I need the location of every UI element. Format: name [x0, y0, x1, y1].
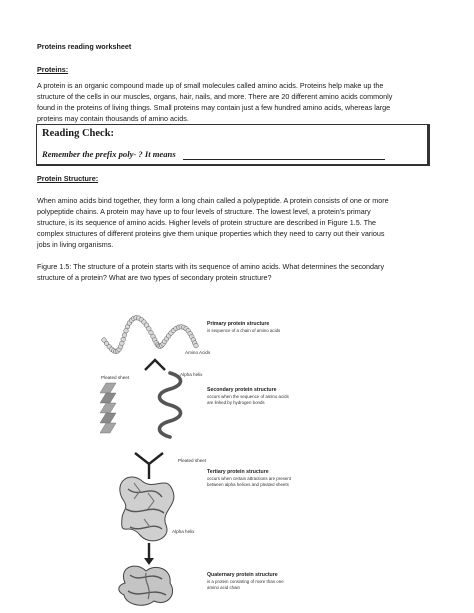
tertiary-structure-drawing [120, 477, 174, 541]
proteins-line-1: A protein is an organic compound made up of small molecules called amino acids. Proteins help make up the [37, 81, 384, 90]
amino-acids-label: Amino Acids [185, 350, 211, 355]
proteins-line-3: found in the proteins of living things. Small proteins may contain just a few hundred amino acids, whereas large [37, 103, 391, 112]
amino-acid-bead [121, 337, 126, 342]
primary-structure-desc: is sequence of a chain of amino acids [207, 328, 281, 333]
proteins-line-4: proteins may contain thousands of amino acids. [37, 114, 189, 123]
structure-line-3: structure, is its sequence of amino acids. Higher levels of protein structure are described in Figure 1.5. The [37, 218, 377, 227]
secondary-structure-caption [207, 387, 290, 405]
reading-check-answer-blank[interactable] [183, 159, 385, 160]
proteins-heading: Proteins: [37, 65, 69, 74]
primary-structure-title: Primary protein structure [207, 321, 270, 327]
tertiary-structure-desc-2: between alpha helices and pleated sheets [207, 482, 289, 487]
worksheet-title: Proteins reading worksheet [37, 42, 132, 51]
y-merge-arrow [135, 453, 163, 479]
structure-line-5: jobs in living organisms. [37, 240, 114, 249]
protein-structure-heading: Protein Structure: [37, 174, 99, 183]
pleated-sheet-label-2: Pleated sheet [178, 458, 207, 463]
reading-check-prompt: Remember the prefix poly- ? It means [42, 149, 176, 159]
secondary-structure-desc-2: are linked by hydrogen bonds [207, 400, 265, 405]
primary-structure-chain [102, 315, 199, 353]
alpha-helix-label-2: Alpha helix [172, 529, 195, 534]
structure-line-1: When amino acids bind together, they form a long chain called a polypeptide. A protein consists of one or more [37, 196, 389, 205]
quaternary-structure-desc-1: is a protein consisting of more than one [207, 579, 284, 584]
reading-check-box [36, 124, 430, 166]
structure-line-2: polypeptide chains. A protein may have up to four levels of structure. The lowest level, a protein’s primary [37, 207, 371, 216]
tertiary-structure-desc-1: occurs when certain attractions are present [207, 476, 291, 481]
secondary-structure-desc-1: occurs when the sequence of amino acids [207, 394, 289, 399]
tertiary-structure-title: Tertiary protein structure [207, 469, 269, 475]
reading-check-title: Reading Check: [42, 128, 115, 139]
tertiary-structure-caption [207, 469, 292, 487]
secondary-structure-title: Secondary protein structure [207, 387, 277, 393]
quaternary-structure-drawing [119, 566, 173, 605]
amino-acid-bead [122, 333, 127, 338]
pleated-sheet-drawing [100, 383, 116, 433]
alpha-helix-drawing [160, 373, 181, 437]
quaternary-structure-caption [207, 572, 284, 590]
proteins-line-2: structure of the cells in our muscles, organs, hair, nails, and more. There are 20 different amino acids commonly [37, 92, 393, 101]
chevron-up-arrow [145, 360, 165, 370]
amino-acid-bead [194, 343, 199, 348]
quaternary-structure-title: Quaternary protein structure [207, 572, 278, 578]
alpha-helix-label: Alpha helix [180, 372, 203, 377]
structure-line-4: complex structures of different proteins give them unique properties which they need to carry out their various [37, 229, 385, 238]
pleated-sheet-label: Pleated sheet [101, 375, 130, 380]
down-arrow-head [144, 558, 154, 565]
figure-question-line-2: structure of a protein? What are two types of secondary protein structure? [37, 273, 272, 282]
figure-question-line-1: Figure 1.5: The structure of a protein starts with its sequence of amino acids. What determines the secondary [37, 262, 385, 271]
protein-structure-figure [100, 313, 360, 609]
primary-structure-caption [207, 321, 281, 333]
quaternary-structure-desc-2: amino acid chain [207, 585, 240, 590]
